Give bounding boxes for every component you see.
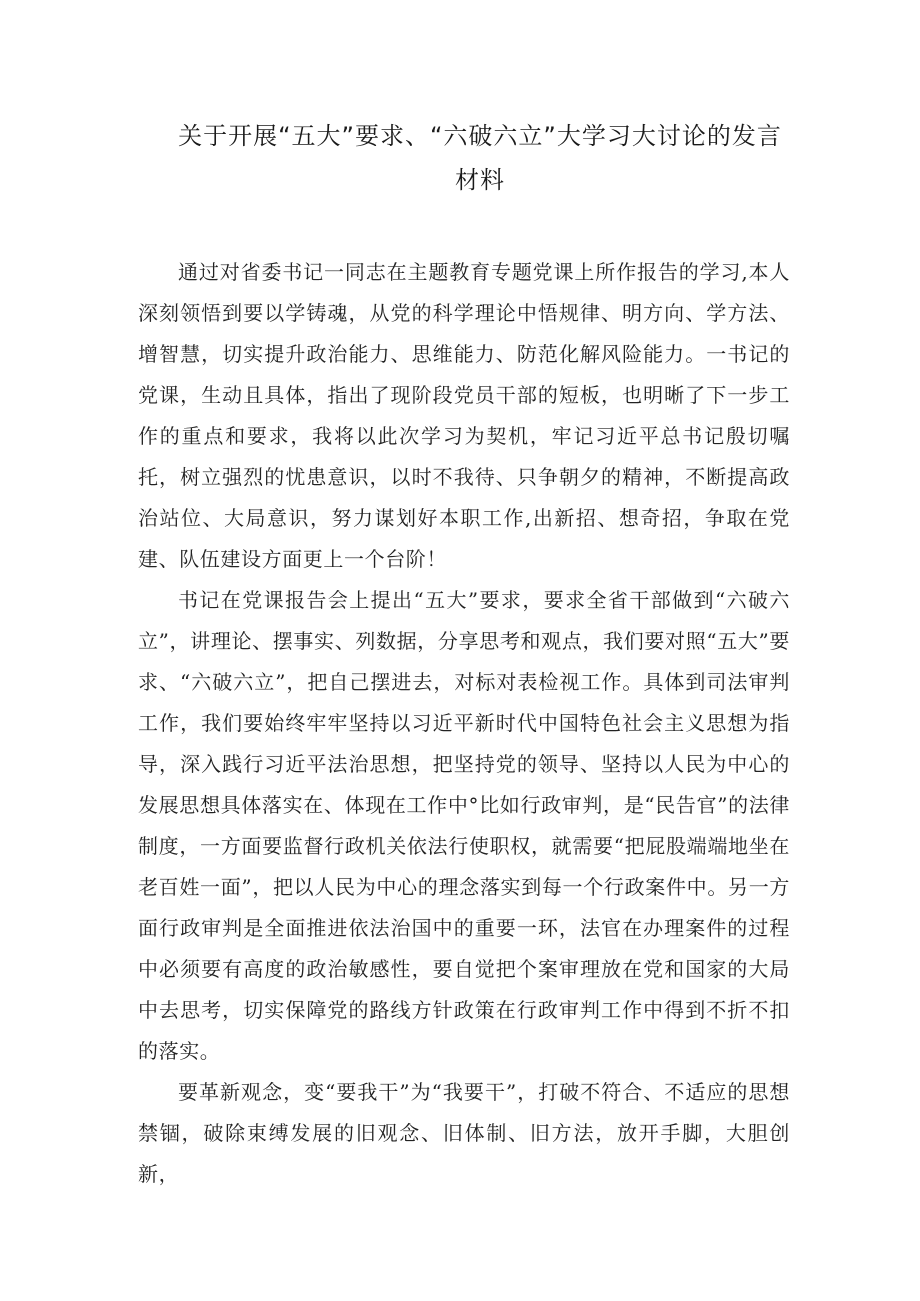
document-body: [138, 252, 790, 1195]
paragraph-2: 书记在党课报告会上提出“五大”要求，要求全省干部做到“六破六立”，讲理论、摆事实、列数据，分享思考和观点，我们要对照“五大”要求、“六破六立”，把自己摆进去，对标对表检视工作。具体到司法审判工作，我们要始终牢牢坚持以习近平新时代中国特色社会主义思想为指导，深入践行习近平法治思想，把坚持党的领导、坚持以人民为中心的发展思想具体落实在、体现在工作中°比如行政审判，是“民告官”的法律制度，一方面要监督行政机关依法行使职权，就需要“把屁股端端地坐在老百姓一面”，把以人民为中心的理念落实到每一个行政案件中。另一方面行政审判是全面推进依法治国中的重要一环，法官在办理案件的过程中必须要有高度的政治敏感性，要自觉把个案审理放在党和国家的大局中去思考，切实保障党的路线方针政策在行政审判工作中得到不折不扣的落实。: [138, 588, 790, 1063]
title-line-1: 关于开展“五大”要求、“六破六立”大学习大讨论的发言: [178, 122, 782, 150]
paragraph-3: 要革新观念，变“要我干”为“我要干”，打破不符合、不适应的思想禁锢，破除束缚发展的旧观念、旧体制、旧方法，放开手脚，大胆创新，: [138, 1080, 790, 1186]
document-title: [140, 114, 820, 202]
paragraph-1: 通过对省委书记一同志在主题教育专题党课上所作报告的学习,本人深刻领悟到要以学铸魂，从党的科学理论中悟规律、明方向、学方法、增智慧，切实提升政治能力、思维能力、防范化解风险能力。一书记的党课，生动且具体，指出了现阶段党员干部的短板，也明晰了下一步工作的重点和要求，我将以此次学习为契机，牢记习近平总书记殷切嘱托，树立强烈的忧患意识，以时不我待、只争朝夕的精神，不断提高政治站位、大局意识，努力谋划好本职工作,出新招、想奇招，争取在党建、队伍建设方面更上一个台阶！: [138, 260, 790, 571]
title-line-2: 材料: [455, 166, 505, 194]
